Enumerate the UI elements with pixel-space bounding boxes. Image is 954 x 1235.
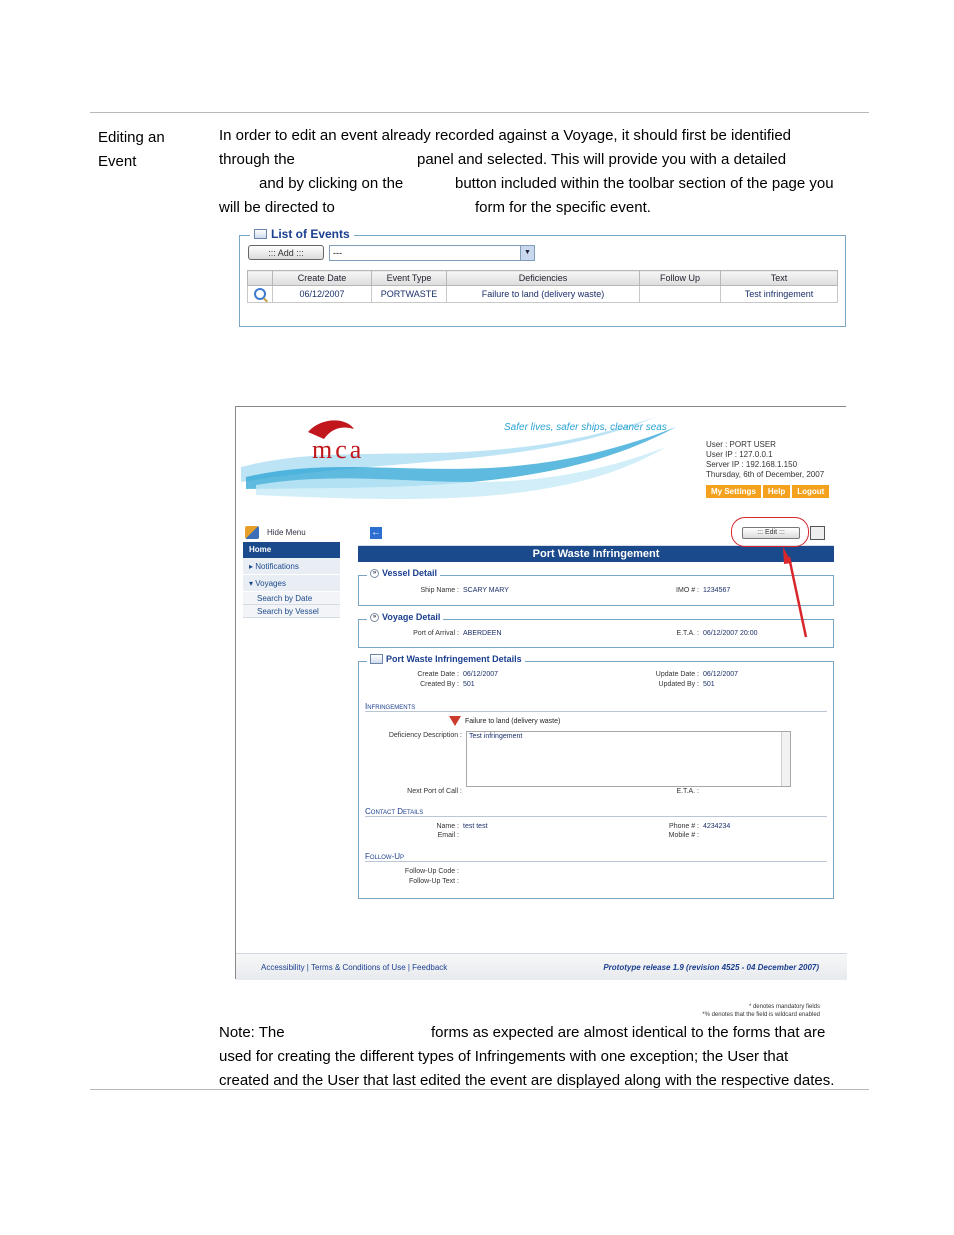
cell-create-date: 06/12/2007: [273, 286, 372, 303]
my-settings-button[interactable]: My Settings: [706, 485, 761, 498]
vessel-detail-panel: » Vessel Detail Ship Name : SCARY MARY IMO # : 1234567: [358, 575, 834, 606]
app-screenshot: [235, 406, 846, 1018]
intro-paragraph: In order to edit an event already recorded against a Voyage, it should first be identified through the panel and selected. This will provide you with a detailed and by clicking on the button included within the toolbar section of the page you will be directed to form for the specific event.: [219, 127, 834, 216]
column-header: Create Date: [273, 271, 372, 286]
logout-button[interactable]: Logout: [792, 485, 829, 498]
cell-deficiencies: Failure to land (delivery waste): [447, 286, 640, 303]
infringement-details-panel: Port Waste Infringement Details Create Date : 06/12/2007 Created By : 501 Update Date : 06/12/2007 Updated By : 501 Infringements Failure to land (delivery waste) Deficiency Description : Test infringement Next Port of Call : E.T.A. : Contact Details Name : test test Email : Phone # : 4234234 Mobile # : Follow-Up Follow-Up Code : Follow-Up Text :: [358, 661, 834, 899]
sidebar-item-voyages[interactable]: ▾ Voyages: [243, 575, 340, 592]
release-info: Prototype release 1.9 (revision 4525 - 04 December 2007): [603, 963, 819, 972]
mca-logo: mca: [312, 435, 365, 464]
cell-event-type: PORTWASTE: [372, 286, 447, 303]
note-paragraph: Note: The forms as expected are almost identical to the forms that are used for creating the different types of Infringements with one exception; the User that created and the User that last edited the event are displayed along with the respective dates.: [219, 1024, 835, 1089]
back-arrow-icon[interactable]: ←: [371, 527, 381, 538]
scrollbar[interactable]: [781, 732, 790, 786]
column-header: Follow Up: [640, 271, 721, 286]
print-icon[interactable]: [810, 526, 825, 540]
voyage-detail-panel: » Voyage Detail Port of Arrival : ABERDEEN E.T.A. : 06/12/2007 20:00: [358, 619, 834, 648]
collapse-icon[interactable]: »: [370, 613, 379, 622]
sidebar-item-search-by-vessel[interactable]: Search by Vessel: [243, 605, 340, 618]
deficiency-description-field[interactable]: Test infringement: [466, 731, 791, 787]
table-row[interactable]: [248, 286, 838, 303]
hide-menu-icon: [245, 526, 259, 539]
top-buttons: [706, 485, 829, 498]
footer: [236, 953, 847, 980]
mandatory-note: * denotes mandatory fields: [748, 1004, 820, 1010]
column-header: [248, 271, 273, 286]
events-table: [247, 270, 838, 303]
tagline: Safer lives, safer ships, cleaner seas: [504, 422, 667, 433]
top-rule: [90, 112, 869, 113]
details-icon: [370, 654, 383, 664]
list-icon: [254, 229, 267, 239]
collapse-icon[interactable]: »: [370, 569, 379, 578]
warning-icon: [449, 716, 461, 726]
sidebar-item-home[interactable]: Home: [243, 542, 340, 558]
bottom-rule: [90, 1089, 869, 1090]
contact-details-heading: Contact Details: [365, 807, 827, 817]
section-label: Editing an Event: [98, 129, 165, 170]
column-header: Text: [721, 271, 838, 286]
voyage-detail-title[interactable]: » Voyage Detail: [367, 612, 443, 622]
infringements-heading: Infringements: [365, 702, 827, 712]
magnifier-icon[interactable]: [254, 288, 266, 300]
column-header: Event Type: [372, 271, 447, 286]
list-of-events-title: List of Events: [250, 227, 354, 241]
hide-menu-button[interactable]: Hide Menu: [243, 524, 340, 542]
sidebar-item-notifications[interactable]: ▸ Notifications: [243, 558, 340, 575]
column-header: Deficiencies: [447, 271, 640, 286]
left-menu: [243, 524, 340, 618]
details-title: Port Waste Infringement Details: [367, 654, 525, 664]
wildcard-note: *% denotes that the field is wildcard enabled: [702, 1012, 820, 1018]
user-info: User : PORT USER User IP : 127.0.0.1 Server IP : 192.168.1.150 Thursday, 6th of December, 2007: [706, 440, 825, 479]
vessel-detail-title[interactable]: » Vessel Detail: [367, 568, 440, 578]
chevron-down-icon: ▼: [520, 246, 534, 260]
page-title: Port Waste Infringement: [358, 546, 834, 562]
cell-follow-up: [640, 286, 721, 303]
follow-up-heading: Follow-Up: [365, 852, 827, 862]
event-type-select[interactable]: --- ▼: [329, 245, 535, 261]
footer-links[interactable]: Accessibility | Terms & Conditions of Use | Feedback: [261, 963, 448, 972]
edit-button[interactable]: ::: Edit :::: [742, 527, 800, 539]
cell-text: Test infringement: [721, 286, 838, 303]
sidebar-item-search-by-date[interactable]: Search by Date: [243, 592, 340, 605]
toolbar: [358, 524, 834, 546]
help-button[interactable]: Help: [763, 485, 790, 498]
add-button[interactable]: ::: Add :::: [248, 245, 324, 260]
